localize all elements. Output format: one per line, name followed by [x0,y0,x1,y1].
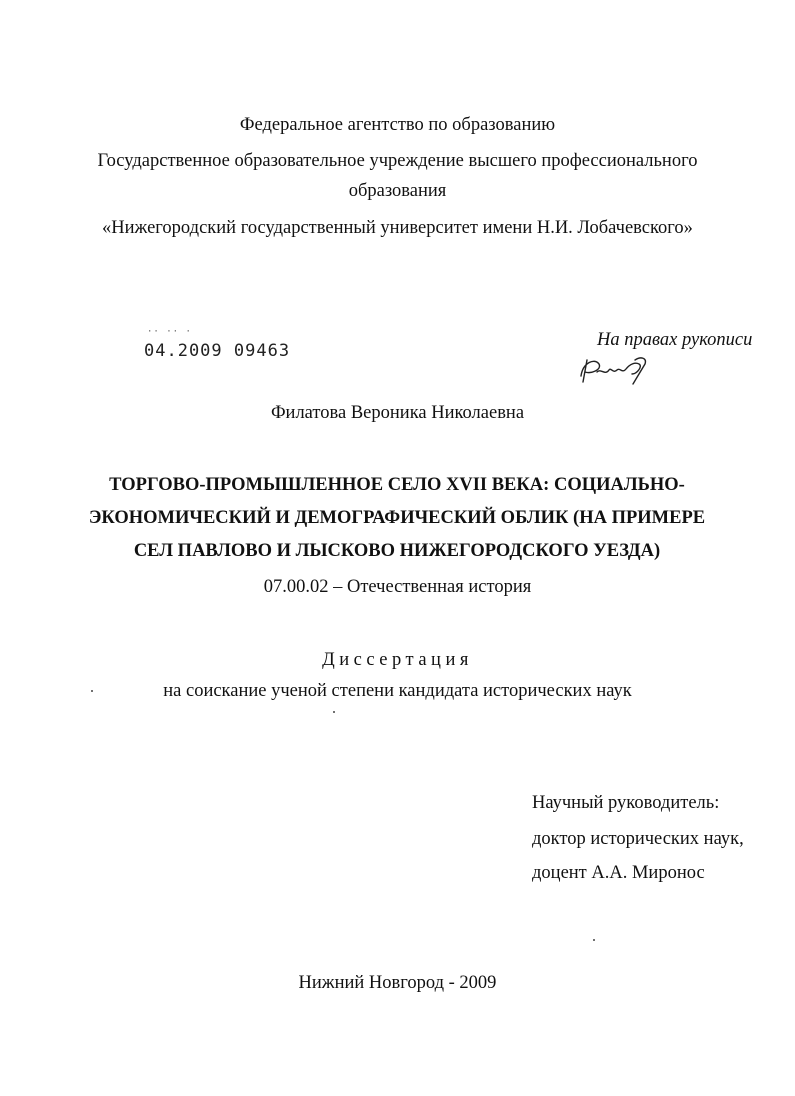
dissertation-title-line-2: ЭКОНОМИЧЕСКИЙ И ДЕМОГРАФИЧЕСКИЙ ОБЛИК (НА ПРИМЕРЕ [88,508,706,528]
dissertation-title-line-1: ТОРГОВО-ПРОМЫШЛЕННОЕ СЕЛО XVII ВЕКА: СОЦИАЛЬНО- [109,475,685,495]
institution-line-1: Государственное образовательное учреждение высшего профессионального [97,151,698,171]
supervisor-heading: Научный руководитель: [532,793,720,813]
library-serial-number: 04.2009 09463 [144,341,291,361]
scan-speck [91,690,93,692]
scan-speck [333,711,335,713]
author-name: Филатова Вероника Николаевна [270,403,525,423]
degree-purpose: на соискание ученой степени кандидата исторических наук [163,681,632,701]
agency-name: Федеральное агентство по образованию [239,115,556,135]
specialty-code: 07.00.02 – Отечественная история [263,577,532,597]
supervisor-degree: доктор исторических наук, [532,829,744,849]
place-and-year: Нижний Новгород - 2009 [298,973,497,993]
scan-speck [593,939,595,941]
document-type: Диссертация [322,650,473,670]
supervisor-name: доцент А.А. Миронос [532,863,705,883]
handwritten-signature [575,352,655,386]
institution-line-2: образования [348,181,447,201]
university-name: «Нижегородский государственный университет имени Н.И. Лобачевского» [102,218,693,238]
dissertation-title-line-3: СЕЛ ПАВЛОВО И ЛЫСКОВО НИЖЕГОРОДСКОГО УЕЗДА) [133,541,661,561]
serial-marks: ·· ·· · [147,327,192,337]
manuscript-rights-note: На правах рукописи [597,330,753,350]
